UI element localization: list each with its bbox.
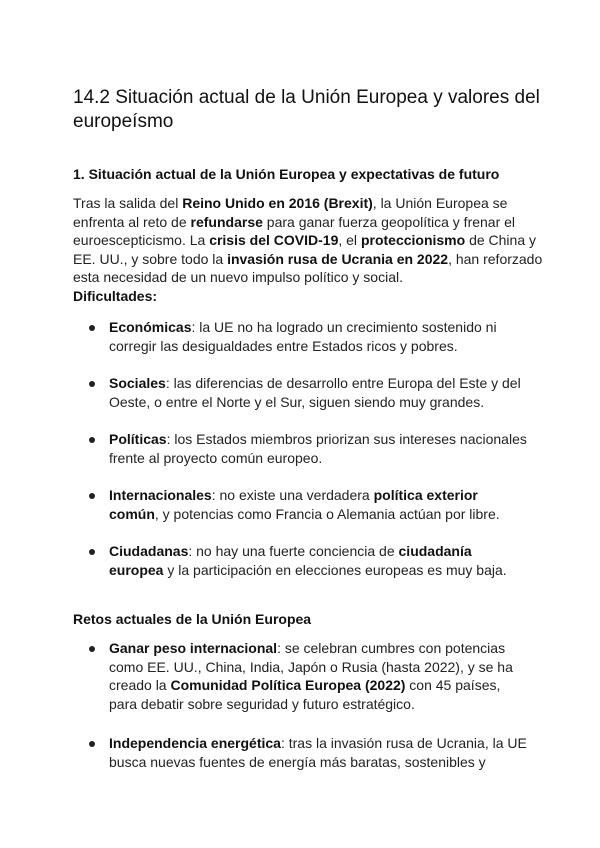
- item-body-2: y la participación en elecciones europeas es muy baja.: [163, 561, 507, 578]
- item-bold: Comunidad Política Europea (2022): [170, 677, 406, 694]
- item-label: Ganar peso internacional: [109, 640, 278, 656]
- item-bold: política exterior común: [109, 487, 478, 522]
- bullet-icon: [89, 639, 97, 647]
- intro-text-6: , han reforzado esta necesidad de un nuevo impulso político y social.: [73, 250, 543, 286]
- item-label: Sociales: [109, 375, 166, 391]
- list-item-text: [109, 318, 527, 355]
- list-item-text: [109, 734, 527, 771]
- item-body-2: con 45 países, para debatir sobre seguridad y futuro estratégico.: [109, 677, 501, 712]
- item-body-2: , y potencias como Francia o Alemania actúan por libre.: [154, 505, 500, 522]
- item-bold: ciudadanía europea: [109, 543, 472, 578]
- item-label: Políticas: [109, 431, 167, 447]
- bullet-icon: [89, 486, 97, 494]
- subsection-title-situation: 1. Situación actual de la Unión Europea y expectativas de futuro: [73, 166, 500, 182]
- section-title: 14.2 Situación actual de la Unión Europea y valores del europeísmo: [73, 87, 540, 132]
- intro-bold-covid: crisis del COVID-19: [209, 232, 339, 249]
- item-body: : la UE no ha logrado un crecimiento sostenido ni corregir las desigualdades entre Estados ricos y pobres.: [109, 319, 497, 354]
- item-body-1: : se celebran cumbres con potencias como EE. UU., China, India, Japón o Rusia (hasta 2022), y se ha creado la: [109, 640, 513, 694]
- item-label: Independencia energética: [109, 735, 281, 751]
- intro-text-3: para ganar fuerza geopolítica y frenar el euroescepticismo. La: [73, 213, 516, 249]
- list-item-text: [109, 542, 527, 579]
- list-item-text: [109, 639, 527, 713]
- intro-text-5: de China y EE. UU., y sobre todo la: [73, 232, 537, 267]
- intro-text-4: , el: [338, 232, 361, 249]
- intro-bold-brexit: Reino Unido en 2016 (Brexit): [182, 195, 373, 211]
- item-body-1: : no existe una verdadera: [211, 487, 374, 503]
- bullet-icon: [89, 318, 97, 326]
- item-body: : tras la invasión rusa de Ucrania, la UE busca nuevas fuentes de energía más baratas, sostenibles y: [109, 735, 527, 770]
- item-label: Ciudadanas: [109, 543, 189, 559]
- intro-text-1: Tras la salida del: [73, 195, 183, 211]
- intro-bold-invasion: invasión rusa de Ucrania en 2022: [227, 250, 449, 267]
- intro-paragraph: [73, 194, 543, 306]
- bullet-icon: [89, 430, 97, 438]
- list-item-text: [109, 430, 527, 467]
- list-item-text: [109, 486, 527, 523]
- intro-bold-proteccionismo: proteccionismo: [360, 232, 466, 249]
- intro-text-2: , la Unión Europea se enfrenta al reto de: [73, 195, 508, 230]
- item-label: Económicas: [109, 319, 192, 335]
- item-body: : las diferencias de desarrollo entre Europa del Este y del Oeste, o entre el Norte y el Sur, siguen siendo muy grandes.: [109, 375, 521, 410]
- item-label: Internacionales: [109, 487, 212, 503]
- subsection-title-challenges: Retos actuales de la Unión Europea: [73, 611, 312, 627]
- difficulties-label: Dificultades:: [73, 287, 158, 304]
- bullet-icon: [89, 734, 97, 742]
- item-body: : los Estados miembros priorizan sus intereses nacionales frente al proyecto común europeo.: [109, 431, 527, 466]
- bullet-icon: [89, 374, 97, 382]
- item-body-1: : no hay una fuerte conciencia de: [188, 543, 399, 559]
- intro-bold-refundarse: refundarse: [190, 213, 263, 230]
- bullet-icon: [89, 542, 97, 550]
- list-item-text: [109, 374, 527, 411]
